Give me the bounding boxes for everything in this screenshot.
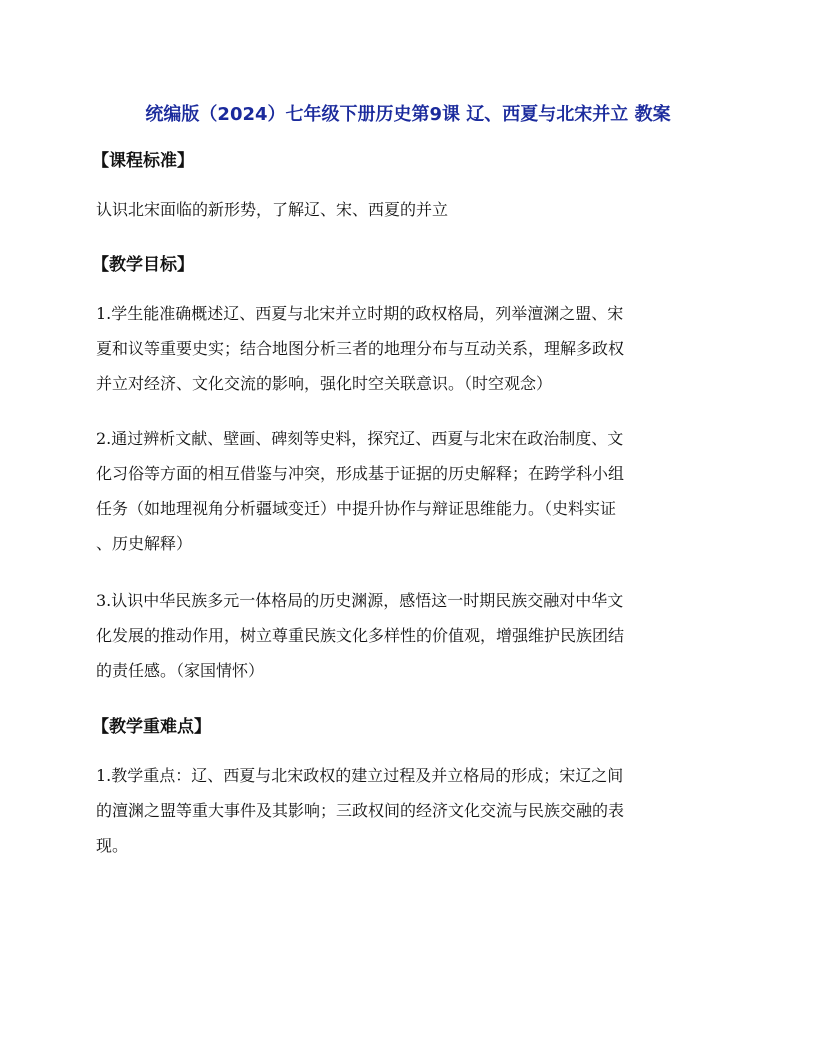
text-line: 任务（如地理视角分析疆域变迁）中提升协作与辩证思维能力。（史料实证 [96,499,617,518]
text-line: 2.通过辨析文献、壁画、碑刻等史料，探究辽、西夏与北宋在政治制度、文 [96,429,624,448]
text-line: 的责任感。（家国情怀） [96,661,265,680]
text-line: 1.学生能准确概述辽、西夏与北宋并立时期的政权格局，列举澶渊之盟、宋 [96,304,624,323]
objective-paragraph-3 [96,583,724,688]
document-title: 统编版（2024）七年级下册历史第9课 辽、西夏与北宋并立 教案 [145,104,671,125]
objective-paragraph-1 [96,296,724,401]
section-heading-curriculum-standard: 【课程标准】 [92,151,194,171]
text-line: 夏和议等重要史实；结合地图分析三者的地理分布与互动关系，理解多政权 [96,339,625,358]
text-line: 3.认识中华民族多元一体格局的历史渊源，感悟这一时期民族交融对中华文 [96,591,624,610]
section-heading-key-difficult-points: 【教学重难点】 [92,717,211,737]
text-line: 的澶渊之盟等重大事件及其影响；三政权间的经济文化交流与民族交融的表 [96,801,625,820]
text-line: 并立对经济、文化交流的影响，强化时空关联意识。（时空观念） [96,374,553,393]
text-line: 、历史解释） [96,534,193,553]
objective-paragraph-2 [96,421,724,561]
curriculum-standard-text [96,192,724,227]
text-line: 现。 [96,836,129,855]
key-points-paragraph-1 [96,758,724,863]
text-line: 化发展的推动作用，树立尊重民族文化多样性的价值观，增强维护民族团结 [96,626,625,645]
section-heading-teaching-objectives: 【教学目标】 [92,255,194,275]
text-line: 1.教学重点：辽、西夏与北宋政权的建立过程及并立格局的形成；宋辽之间 [96,766,624,785]
text-line: 认识北宋面临的新形势，了解辽、宋、西夏的并立 [96,200,449,219]
text-line: 化习俗等方面的相互借鉴与冲突，形成基于证据的历史解释；在跨学科小组 [96,464,625,483]
